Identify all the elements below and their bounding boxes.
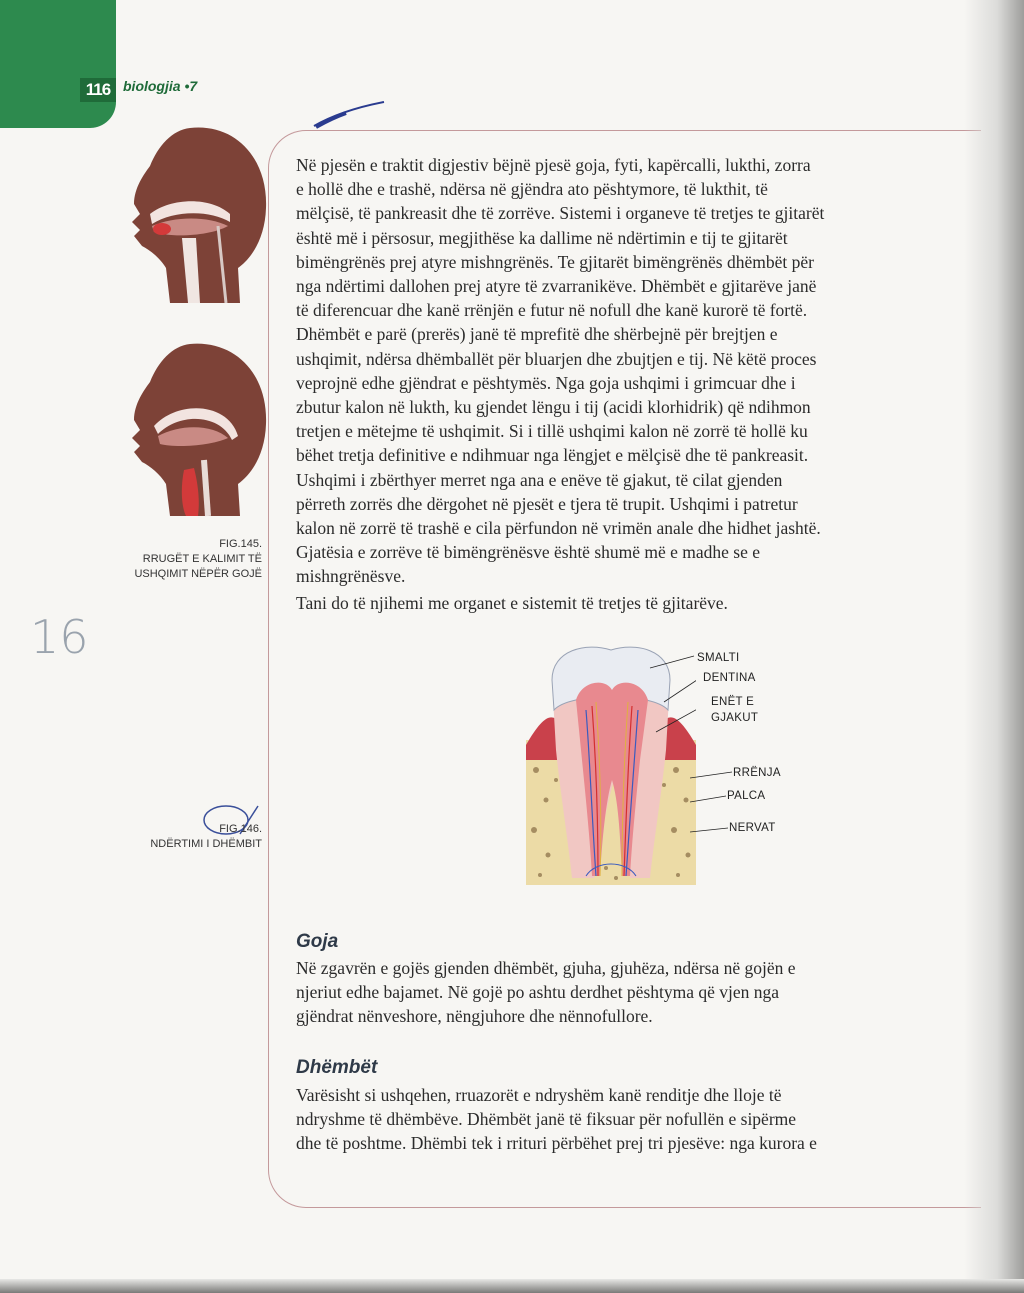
text-line: Në pjesën e traktit digjestiv bëjnë pjesë goja, fyti, kapërcalli, lukthi, zorra — [296, 155, 811, 175]
tooth-leader-lines — [690, 760, 740, 840]
handwritten-page-number: 16 — [30, 610, 89, 664]
text-line: zbutur kalon në lukth, ku gjendet lëngu i tij (acidi klorhidrik) që ndihmon — [296, 397, 811, 418]
section-heading-dhembet: Dhëmbët — [296, 1057, 378, 1078]
text-line: Në zgavrën e gojës gjenden dhëmbët, gjuha, gjuhëza, ndërsa në gojën e — [296, 958, 796, 978]
tooth-label-dentina: DENTINA — [703, 672, 756, 684]
figure-145-caption — [134, 537, 262, 582]
page-bottom-edge — [0, 1279, 1024, 1293]
text-line: veprojnë edhe gjëndrat e pështymës. Nga goja ushqimi i grimcuar dhe i — [296, 372, 796, 393]
head-profile-illustration-top — [120, 118, 270, 308]
text-line: tretjen e mëtejme të ushqimit. Si i tillë ushqimi kalon në zorrë të hollë ku — [296, 421, 808, 442]
page-edge-shadow — [964, 0, 1024, 1293]
text-line: Dhëmbët e parë (prerës) janë të mprefitë dhe shërbejnë për brejtjen e — [296, 324, 778, 345]
text-line: Gjatësia e zorrëve të bimëngrënësve është shumë më e madhe se e — [296, 542, 761, 563]
text-line: kalon në zorrë të trashë e cila përfundon në vrimën anale dhe hidhet jashtë. — [296, 518, 821, 539]
section-dhembet-text — [296, 1083, 936, 1156]
text-line: Ushqimi i zbërthyer merret nga ana e enëve të gjakut, të cilat gjenden — [296, 469, 783, 490]
text-line: dhe të poshtme. Dhëmbi tek i rrituri përbëhet prej tri pjesëve: nga kurora e — [296, 1133, 817, 1154]
caption-line: USHQIMIT NËPËR GOJË — [134, 568, 262, 580]
page-number: 116 — [80, 78, 116, 102]
text-line: njeriut edhe bajamet. Në gojë po ashtu derdhet pështyma që vjen nga — [296, 982, 780, 1003]
tooth-label-rrenja: RRËNJA — [733, 767, 781, 779]
intro-closing-line: Tani do të njihemi me organet e sistemit të tretjes të gjitarëve. — [296, 593, 728, 613]
chapter-tab — [0, 0, 116, 128]
head-profile-illustration-bottom — [120, 340, 270, 520]
caption-line: FIG.145. — [219, 538, 262, 550]
text-line: gjëndrat nënveshore, nëngjuhore dhe nënnofullore. — [296, 1006, 653, 1027]
text-line: mishngrënësve. — [296, 566, 406, 587]
tooth-label-palca: PALCA — [727, 790, 766, 802]
intro-paragraph — [296, 153, 936, 589]
text-line: është më i përsosur, megjithëse ka dallime në ndërtimin e tij te gjitarët — [296, 227, 788, 248]
text-line: ushqimit, ndërsa dhëmballët për bluarjen dhe zbujtjen e tij. Në këtë proces — [296, 348, 817, 369]
text-line: Varësisht si ushqehen, rruazorët e ndryshëm kanë renditje dhe lloje të — [296, 1085, 782, 1105]
figure-146-caption — [150, 822, 262, 852]
section-heading-goja: Goja — [296, 931, 339, 952]
tooth-label-enet-line1: ENËT E — [711, 696, 755, 708]
caption-line: NDËRTIMI I DHËMBIT — [150, 838, 262, 850]
text-line: bëhet tretja definitive e ndihmuar nga lëngjet e mëlçisë dhe të pankreasit. — [296, 445, 809, 466]
text-line: bimëngrënës prej atyre mishngrënës. Te gjitarët bimëngrënës dhëmbët për — [296, 251, 814, 272]
tooth-label-nervat: NERVAT — [729, 822, 776, 834]
text-line: mëlçisë, të pankreasit dhe të zorrëve. Sistemi i organeve të tretjes te gjitarët — [296, 203, 825, 224]
pen-stroke-icon — [312, 100, 392, 130]
section-goja-text — [296, 956, 936, 1029]
text-line: të diferencuar dhe kanë rrënjën e futur në nofull dhe kanë kurorë të fortë. — [296, 300, 808, 321]
tooth-cross-section-diagram — [526, 640, 696, 885]
text-line: nga ndërtimi dallohen prej atyre të zvarranikëve. Dhëmbët e gjitarëve janë — [296, 276, 817, 297]
text-line: ndryshme të dhëmbëve. Dhëmbët janë të fiksuar për nofullën e sipërme — [296, 1109, 797, 1130]
text-line: e hollë dhe e trashë, ndërsa në gjëndra ato pështymore, të lukthit, të — [296, 179, 768, 200]
text-line: përreth zorrës dhe dërgohet në pjesët e tjera të trupit. Ushqimi i patretur — [296, 493, 798, 514]
caption-line: FIG.146. — [219, 823, 262, 835]
caption-line: RRUGËT E KALIMIT TË — [142, 553, 262, 565]
tooth-label-smalti: SMALTI — [697, 652, 740, 664]
book-title: biologjia •7 — [123, 78, 198, 94]
tooth-label-enet-line2: GJAKUT — [711, 712, 759, 724]
